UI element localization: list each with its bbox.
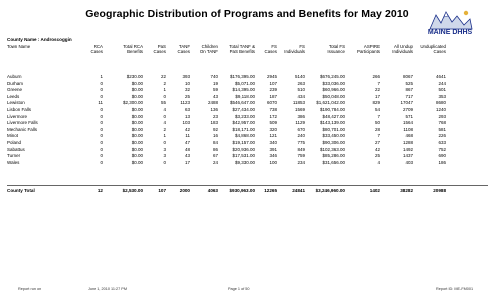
table-row <box>0 107 494 114</box>
cell-all-undup-ind: 717 <box>405 93 413 99</box>
cell-rca-benefits: $0.00 <box>131 153 143 159</box>
cell-fs-issuance: $33,450.00 <box>322 133 345 139</box>
cell-tanf-cases: 13 <box>184 113 190 119</box>
cell-rca-cases: 0 <box>100 87 103 93</box>
column-header-tanf-cases: TANF Cases <box>177 44 190 55</box>
cell-tanf-cases: 11 <box>185 133 190 139</box>
cell-tanf-cases: 25 <box>184 93 190 99</box>
cell-unduplicated-cases: 244 <box>438 80 446 86</box>
cell-fs-issuance: $50,048.00 <box>322 93 345 99</box>
cell-rca-benefits: $0.00 <box>131 146 143 152</box>
table-row <box>0 100 494 107</box>
cell-all-undup-ind: 1564 <box>402 120 413 126</box>
table-row <box>0 120 494 127</box>
cell-all-undup-ind: 1108 <box>403 126 413 132</box>
cell-rca-benefits: $0.00 <box>131 133 143 139</box>
cell-fs-individuals: 849 <box>297 146 305 152</box>
town-name: Livermore Falls <box>7 120 38 126</box>
table-row <box>0 153 494 160</box>
cell-all-undup-ind: 8067 <box>402 74 413 79</box>
cell-pas-cases: 0 <box>163 139 166 145</box>
cell-rca-benefits: $0.00 <box>131 87 143 93</box>
cell-aspire: 7 <box>377 80 380 86</box>
logo-text: MAINE DHHS <box>427 29 473 36</box>
cell-fs-cases: 121 <box>269 133 277 139</box>
town-name-header: Town Name <box>7 44 31 49</box>
cell-tanf-pas-benefits: $14,395.00 <box>232 87 255 93</box>
cell-fs-cases: 107 <box>269 80 277 86</box>
cell-fs-individuals: 24841 <box>292 188 305 193</box>
cell-fs-individuals: 510 <box>297 87 305 93</box>
cell-fs-individuals: 240 <box>297 133 305 139</box>
cell-rca-benefits: $2,300.00 <box>122 100 143 106</box>
cell-fs-cases: 391 <box>269 146 277 152</box>
cell-fs-cases: 340 <box>269 139 277 145</box>
cell-all-undup-ind: 17047 <box>400 100 413 106</box>
cell-fs-individuals: 5140 <box>294 74 305 79</box>
county-line <box>7 37 72 42</box>
cell-tanf-cases: 43 <box>184 153 190 159</box>
cell-unduplicated-cases: 4641 <box>435 74 446 79</box>
cell-aspire: 7 <box>377 133 380 139</box>
cell-rca-benefits: $0.00 <box>131 120 143 126</box>
cell-unduplicated-cases: 293 <box>438 113 446 119</box>
cell-rca-cases: 0 <box>100 93 103 99</box>
cell-pas-cases: 4 <box>163 120 166 126</box>
cell-fs-individuals: 263 <box>297 80 305 86</box>
column-header-tanf-pas-benefits: Total TANF & PaS Benefits <box>229 44 255 55</box>
cell-aspire: 22 <box>374 87 380 93</box>
cell-tanf-cases: 2000 <box>179 188 190 193</box>
town-name: Minot <box>7 133 19 139</box>
town-name: Poland <box>7 139 22 145</box>
cell-tanf-pas-benefits: $17,531.00 <box>232 153 255 159</box>
cell-tanf-pas-benefits: $5,071.00 <box>234 80 255 86</box>
cell-tanf-cases: 63 <box>184 106 190 112</box>
cell-aspire: 28 <box>374 126 380 132</box>
cell-pas-cases: 1 <box>163 133 166 139</box>
column-header-pas-cases: PaS Cases <box>153 44 166 55</box>
cell-pas-cases: 22 <box>160 74 166 79</box>
cell-tanf-cases: 10 <box>184 80 190 86</box>
cell-fs-cases: 738 <box>269 106 277 112</box>
cell-aspire: 42 <box>374 146 380 152</box>
footer-report-id: Report ID: ME-FM001 <box>436 287 474 291</box>
cell-fs-cases: 509 <box>269 120 277 126</box>
cell-children-tanf: 2488 <box>207 100 218 106</box>
cell-pas-cases: 0 <box>163 159 166 165</box>
cell-unduplicated-cases: 353 <box>438 93 446 99</box>
cell-tanf-pas-benefits: $546,647.00 <box>229 100 255 106</box>
cell-pas-cases: 0 <box>163 113 166 119</box>
cell-tanf-pas-benefits: $42,957.00 <box>232 120 255 126</box>
table-row <box>0 74 494 81</box>
cell-fs-issuance: $85,286.00 <box>322 153 345 159</box>
cell-all-undup-ind: 468 <box>405 133 413 139</box>
cell-rca-cases: 1 <box>100 74 103 79</box>
cell-fs-issuance: $143,139.00 <box>319 120 345 126</box>
cell-rca-benefits: $0.00 <box>131 106 143 112</box>
cell-rca-cases: 12 <box>97 188 103 193</box>
cell-fs-cases: 239 <box>269 87 277 93</box>
cell-rca-cases: 0 <box>100 153 103 159</box>
cell-all-undup-ind: 2709 <box>402 106 413 112</box>
footer-run-date: June 1, 2010 11:27 PM <box>88 287 127 291</box>
footer-run-label: Report run on <box>18 287 42 291</box>
cell-fs-cases: 172 <box>269 113 277 119</box>
cell-all-undup-ind: 1492 <box>402 146 413 152</box>
cell-unduplicated-cases: 752 <box>438 146 446 152</box>
cell-fs-individuals: 434 <box>297 93 305 99</box>
total-divider <box>7 185 488 186</box>
table-row <box>0 140 494 147</box>
cell-fs-cases: 346 <box>269 153 277 159</box>
cell-all-undup-ind: 525 <box>405 80 413 86</box>
cell-children-tanf: 86 <box>212 146 218 152</box>
cell-fs-issuance: $1,621,042.00 <box>316 100 345 106</box>
column-header-all-undup-ind: All Undup Individuals <box>392 44 413 55</box>
cell-rca-cases: 0 <box>100 106 103 112</box>
cell-tanf-cases: 48 <box>184 146 190 152</box>
cell-pas-cases: 2 <box>163 80 166 86</box>
cell-tanf-cases: 17 <box>184 159 190 165</box>
cell-fs-issuance: $102,363.00 <box>319 146 345 152</box>
town-name: Sabattus <box>7 146 25 152</box>
cell-fs-issuance: $48,427.00 <box>322 113 345 119</box>
cell-children-tanf: 67 <box>212 153 218 159</box>
cell-unduplicated-cases: 768 <box>438 120 446 126</box>
cell-pas-cases: 1 <box>163 87 166 93</box>
cell-all-undup-ind: 1437 <box>402 153 413 159</box>
cell-children-tanf: 16 <box>212 133 218 139</box>
cell-children-tanf: 740 <box>210 74 218 79</box>
town-name: Turner <box>7 153 21 159</box>
cell-tanf-pas-benefits: $930,963.00 <box>229 188 255 193</box>
logo <box>422 5 478 39</box>
cell-tanf-pas-benefits: $9,118.00 <box>235 93 255 99</box>
cell-pas-cases: 4 <box>163 106 166 112</box>
cell-tanf-cases: 103 <box>182 120 190 126</box>
town-name: Lisbon Falls <box>7 106 32 112</box>
cell-unduplicated-cases: 20988 <box>433 188 446 193</box>
cell-rca-cases: 11 <box>98 100 103 106</box>
county-total-row <box>0 188 494 195</box>
cell-unduplicated-cases: 1240 <box>435 106 446 112</box>
cell-unduplicated-cases: 8680 <box>435 100 446 106</box>
cell-fs-individuals: 670 <box>297 126 305 132</box>
cell-aspire: 829 <box>372 100 380 106</box>
cell-rca-cases: 0 <box>100 139 103 145</box>
table-row <box>0 94 494 101</box>
town-name: Greene <box>7 87 23 93</box>
data-table <box>0 74 494 166</box>
cell-fs-individuals: 759 <box>297 153 305 159</box>
cell-unduplicated-cases: 226 <box>438 133 446 139</box>
cell-pas-cases: 0 <box>163 93 166 99</box>
table-row <box>0 127 494 134</box>
cell-rca-benefits: $0.00 <box>131 159 143 165</box>
cell-aspire: 266 <box>372 74 380 79</box>
cell-tanf-cases: 47 <box>184 139 190 145</box>
cell-fs-cases: 187 <box>269 93 277 99</box>
cell-children-tanf: 23 <box>212 113 218 119</box>
cell-fs-cases: 320 <box>269 126 277 132</box>
cell-fs-individuals: 775 <box>297 139 305 145</box>
cell-fs-cases: 2945 <box>266 74 277 79</box>
cell-all-undup-ind: 571 <box>405 113 413 119</box>
cell-tanf-pas-benefits: $27,434.00 <box>232 106 255 112</box>
column-header-children-tanf: Children On TANF <box>199 44 218 55</box>
cell-tanf-pas-benefits: $4,868.00 <box>234 133 255 139</box>
column-header-rca-cases: RCA Cases <box>90 44 103 55</box>
cell-rca-benefits: $0.00 <box>131 93 143 99</box>
cell-rca-cases: 0 <box>100 120 103 126</box>
cell-rca-cases: 0 <box>100 133 103 139</box>
cell-unduplicated-cases: 633 <box>438 139 446 145</box>
cell-rca-cases: 0 <box>100 80 103 86</box>
cell-all-undup-ind: 1288 <box>402 139 413 145</box>
cell-tanf-cases: 42 <box>184 126 190 132</box>
cell-aspire: 50 <box>374 120 380 126</box>
county-name: Androscoggin <box>40 37 72 42</box>
cell-fs-issuance: $60,966.00 <box>322 87 345 93</box>
column-header-aspire: ASPIRE Participants <box>357 44 380 55</box>
cell-fs-cases: 100 <box>269 159 277 165</box>
cell-pas-cases: 3 <box>163 146 166 152</box>
cell-rca-benefits: $0.00 <box>131 126 143 132</box>
cell-rca-cases: 0 <box>100 146 103 152</box>
cell-children-tanf: 19 <box>212 80 218 86</box>
cell-tanf-cases: 1123 <box>180 100 190 106</box>
cell-rca-benefits: $2,530.00 <box>122 188 143 193</box>
cell-rca-cases: 0 <box>100 159 103 165</box>
cell-rca-cases: 0 <box>100 126 103 132</box>
cell-pas-cases: 2 <box>163 126 166 132</box>
column-header-fs-issuance: Total FS Issuance <box>327 44 345 55</box>
cell-fs-individuals: 11853 <box>292 100 305 106</box>
county-label: County Name : <box>7 37 40 42</box>
cell-tanf-pas-benefits: $176,395.00 <box>229 74 255 79</box>
cell-tanf-pas-benefits: $18,171.00 <box>232 126 255 132</box>
cell-unduplicated-cases: 581 <box>438 126 446 132</box>
table-row <box>0 160 494 167</box>
column-header-fs-individuals: FS Individuals <box>284 44 305 55</box>
town-name: Mechanic Falls <box>7 126 38 132</box>
cell-children-tanf: 43 <box>212 93 218 99</box>
cell-aspire: 7 <box>377 113 380 119</box>
cell-fs-issuance: $31,656.00 <box>322 159 345 165</box>
cell-tanf-cases: 393 <box>182 74 190 79</box>
cell-rca-benefits: $0.00 <box>131 139 143 145</box>
column-header-fs-cases: FS Cases <box>264 44 277 55</box>
cell-fs-issuance: $90,306.00 <box>322 139 345 145</box>
cell-fs-individuals: 1129 <box>295 120 305 126</box>
town-name: Auburn <box>7 74 22 79</box>
footer-page-number: Page 1 of 50 <box>228 287 250 291</box>
town-name: Wales <box>7 159 20 165</box>
cell-fs-issuance: $3,246,960.00 <box>315 188 345 193</box>
cell-aspire: 1402 <box>369 188 380 193</box>
county-total-label: County Total <box>7 188 35 193</box>
cell-children-tanf: 24 <box>212 159 218 165</box>
cell-fs-issuance: $190,784.00 <box>319 106 345 112</box>
cell-tanf-pas-benefits: $19,157.00 <box>232 139 255 145</box>
cell-unduplicated-cases: 690 <box>438 153 446 159</box>
cell-fs-issuance: $33,036.00 <box>322 80 345 86</box>
cell-tanf-pas-benefits: $9,330.00 <box>234 159 255 165</box>
cell-fs-issuance: $676,245.00 <box>319 74 345 79</box>
cell-pas-cases: 107 <box>158 188 166 193</box>
report-title: Geographic Distribution of Programs and Benefits for May 2010 <box>85 8 409 20</box>
table-row-total <box>0 188 494 195</box>
cell-aspire: 17 <box>374 93 380 99</box>
town-name: Lewiston <box>7 100 25 106</box>
cell-aspire: 25 <box>374 153 380 159</box>
cell-tanf-cases: 32 <box>184 87 190 93</box>
cell-children-tanf: 4063 <box>207 188 218 193</box>
cell-fs-cases: 12265 <box>264 188 277 193</box>
cell-aspire: 54 <box>374 106 380 112</box>
cell-all-undup-ind: 38282 <box>400 188 413 193</box>
column-header-unduplicated-cases: Unduplicated Cases <box>420 44 446 55</box>
table-row <box>0 147 494 154</box>
cell-fs-issuance: $80,701.00 <box>322 126 345 132</box>
cell-fs-individuals: 234 <box>297 159 305 165</box>
cell-all-undup-ind: 403 <box>405 159 413 165</box>
cell-aspire: 27 <box>374 139 380 145</box>
town-name: Livermore <box>7 113 28 119</box>
column-header-rca-benefits: Total RCA Benefits <box>123 44 143 55</box>
cell-unduplicated-cases: 186 <box>438 159 446 165</box>
cell-fs-individuals: 386 <box>297 113 305 119</box>
cell-aspire: 4 <box>377 159 380 165</box>
table-row <box>0 81 494 88</box>
cell-children-tanf: 84 <box>212 139 218 145</box>
cell-unduplicated-cases: 501 <box>438 87 446 93</box>
cell-pas-cases: 3 <box>163 153 166 159</box>
cell-all-undup-ind: 867 <box>405 87 413 93</box>
cell-fs-individuals: 1569 <box>294 106 305 112</box>
cell-tanf-pas-benefits: $3,233.00 <box>234 113 255 119</box>
cell-pas-cases: 55 <box>160 100 166 106</box>
cell-rca-cases: 0 <box>100 113 103 119</box>
cell-tanf-pas-benefits: $20,936.00 <box>232 146 255 152</box>
town-name: Durham <box>7 80 24 86</box>
table-row <box>0 133 494 140</box>
table-row <box>0 114 494 121</box>
cell-children-tanf: 59 <box>212 87 218 93</box>
town-name: Leeds <box>7 93 20 99</box>
cell-rca-benefits: $0.00 <box>131 80 143 86</box>
table-row <box>0 87 494 94</box>
cell-children-tanf: 183 <box>210 120 218 126</box>
cell-children-tanf: 136 <box>210 106 218 112</box>
cell-children-tanf: 92 <box>212 126 218 132</box>
cell-rca-benefits: $0.00 <box>131 113 143 119</box>
cell-rca-benefits: $230.00 <box>126 74 143 79</box>
cell-fs-cases: 6070 <box>266 100 277 106</box>
